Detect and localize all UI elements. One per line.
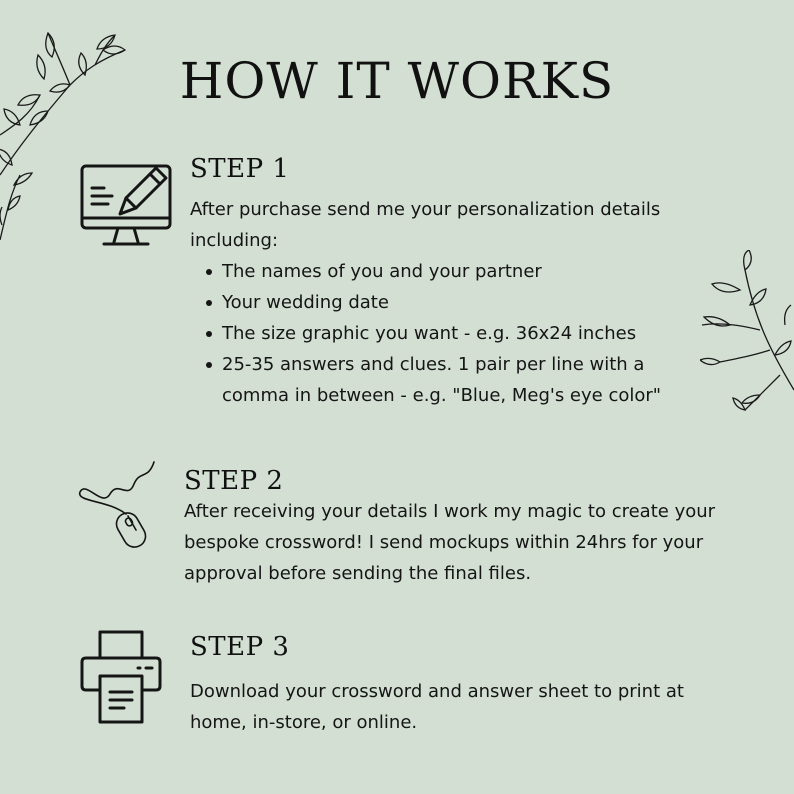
- list-item: Your wedding date: [206, 287, 706, 318]
- page-title: HOW IT WORKS: [179, 52, 615, 110]
- step-1-bullet-list: [206, 256, 706, 411]
- step-3-text: Download your crossword and answer sheet to print at home, in-store, or online.: [190, 681, 684, 733]
- step-1-text: After purchase send me your personalization details including:: [190, 199, 661, 251]
- step-2-text: After receiving your details I work my magic to create your bespoke crossword! I send mockups within 24hrs for your approval before sending the final files.: [184, 501, 716, 584]
- step-3-heading: STEP 3: [190, 632, 290, 662]
- step-2-heading: STEP 2: [184, 466, 284, 496]
- list-item: 25-35 answers and clues. 1 pair per line with a comma in between - e.g. "Blue, Meg's eye color": [206, 349, 706, 411]
- list-item: The size graphic you want - e.g. 36x24 inches: [206, 318, 706, 349]
- computer-pencil-icon: [80, 158, 172, 250]
- list-item: The names of you and your partner: [206, 256, 706, 287]
- step-1-heading: STEP 1: [190, 154, 290, 184]
- leafy-branch-right: [700, 250, 794, 415]
- printer-icon: [80, 630, 162, 726]
- computer-mouse-icon: [78, 460, 174, 556]
